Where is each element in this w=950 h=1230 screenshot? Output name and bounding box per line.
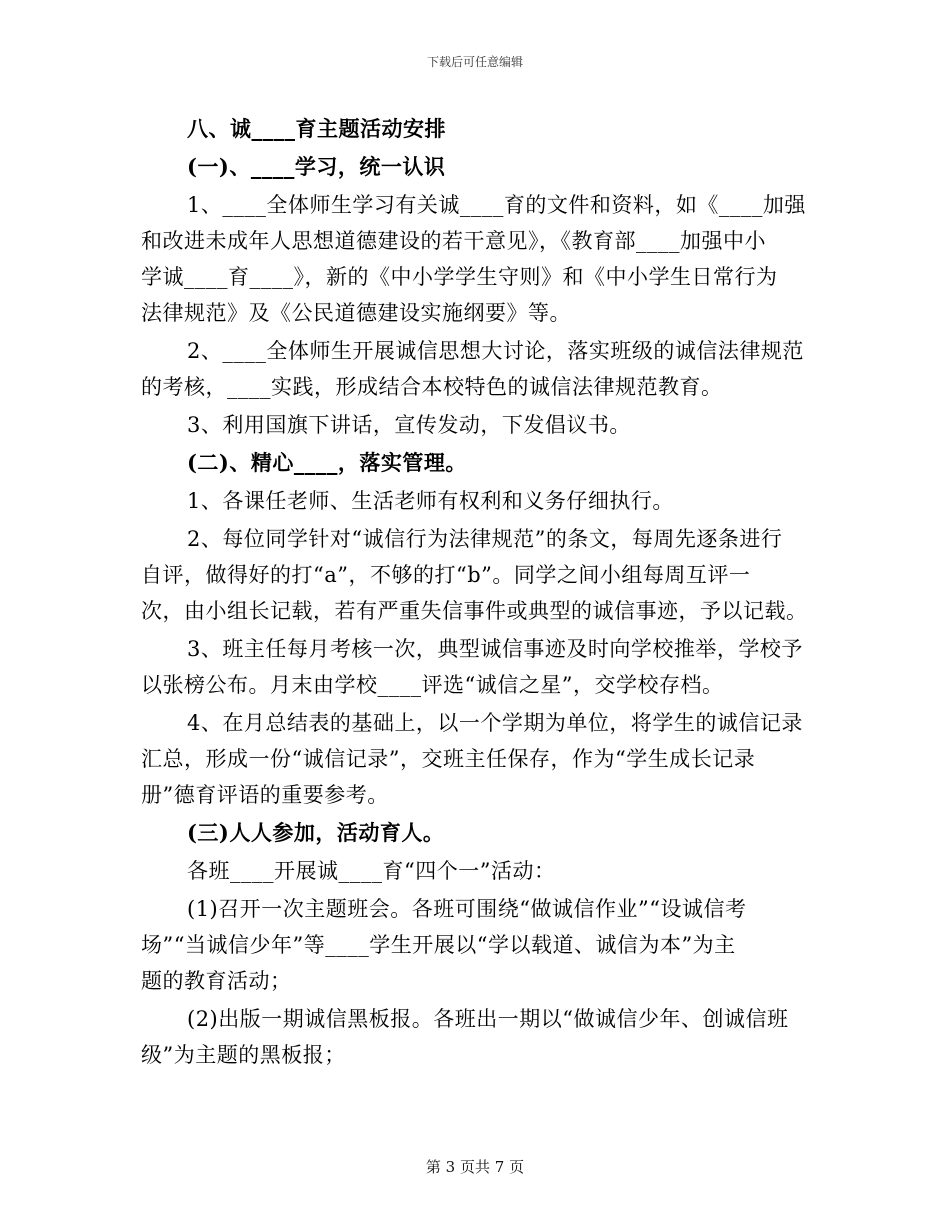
paragraph-line: 1、____全体师生学习有关诚____育的文件和资料，如《____加强 — [187, 193, 806, 217]
paragraph-line: 自评，做得好的打“a”，不够的打“b”。同学之间小组每周互评一 — [141, 563, 751, 587]
paragraph-line: (1)召开一次主题班会。各班可围绕“做诚信作业”“设诚信考 — [187, 897, 747, 921]
paragraph-line: 2、____全体师生开展诚信思想大讨论，落实班级的诚信法律规范 — [187, 339, 804, 363]
paragraph-line: 和改进未成年人思想道德建设的若干意见》，《教育部____加强中小 — [141, 229, 766, 253]
paragraph-line: 场”“当诚信少年”等____学生开展以“学以载道、诚信为本”为主 — [141, 933, 736, 957]
paragraph-line: 各班____开展诚____育“四个一”活动： — [187, 859, 556, 883]
paragraph-line: 题的教育活动； — [141, 969, 292, 993]
paragraph-line: 学诚____育____》，新的《中小学学生守则》和《中小学生日常行为 — [141, 265, 778, 289]
section-heading: (一)、____学习，统一认识 — [187, 154, 446, 179]
paragraph-line: 3、利用国旗下讲话，宣传发动，下发倡议书。 — [187, 413, 631, 437]
paragraph-line: 汇总，形成一份“诚信记录”，交班主任保存，作为“学生成长记录 — [141, 747, 756, 771]
paragraph-line: 法律规范》及《公民道德建设实施纲要》等。 — [141, 301, 571, 325]
section-heading: (二)、精心____，落实管理。 — [187, 450, 467, 475]
paragraph-line: 以张榜公布。月末由学校____评选“诚信之星”，交学校存档。 — [141, 673, 724, 697]
paragraph-line: 的考核，____实践，形成结合本校特色的诚信法律规范教育。 — [141, 375, 723, 399]
page-header: 下载后可任意编辑 — [426, 55, 523, 69]
paragraph-line: 次，由小组长记载，若有严重失信事件或典型的诚信事迹，予以记载。 — [141, 599, 808, 623]
paragraph-line: 1、各课任老师、生活老师有权利和义务仔细执行。 — [187, 489, 674, 513]
paragraph-line: (2)出版一期诚信黑板报。各班出一期以“做诚信少年、创诚信班 — [187, 1007, 789, 1031]
paragraph-line: 册”德育评语的重要参考。 — [141, 783, 389, 807]
paragraph-line: 4、在月总结表的基础上，以一个学期为单位，将学生的诚信记录 — [187, 711, 803, 735]
section-heading: (三)人人参加，活动育人。 — [187, 820, 445, 845]
document-body — [141, 111, 811, 1073]
section-heading: 八、诚____育主题活动安排 — [187, 116, 446, 141]
paragraph-line: 3、班主任每月考核一次，典型诚信事迹及时向学校推举，学校予 — [187, 637, 803, 661]
page-footer: 第 3 页共 7 页 — [425, 1158, 525, 1176]
paragraph-line: 2、每位同学针对“诚信行为法律规范”的条文，每周先逐条进行 — [187, 527, 783, 551]
paragraph-line: 级”为主题的黑板报； — [141, 1043, 346, 1067]
